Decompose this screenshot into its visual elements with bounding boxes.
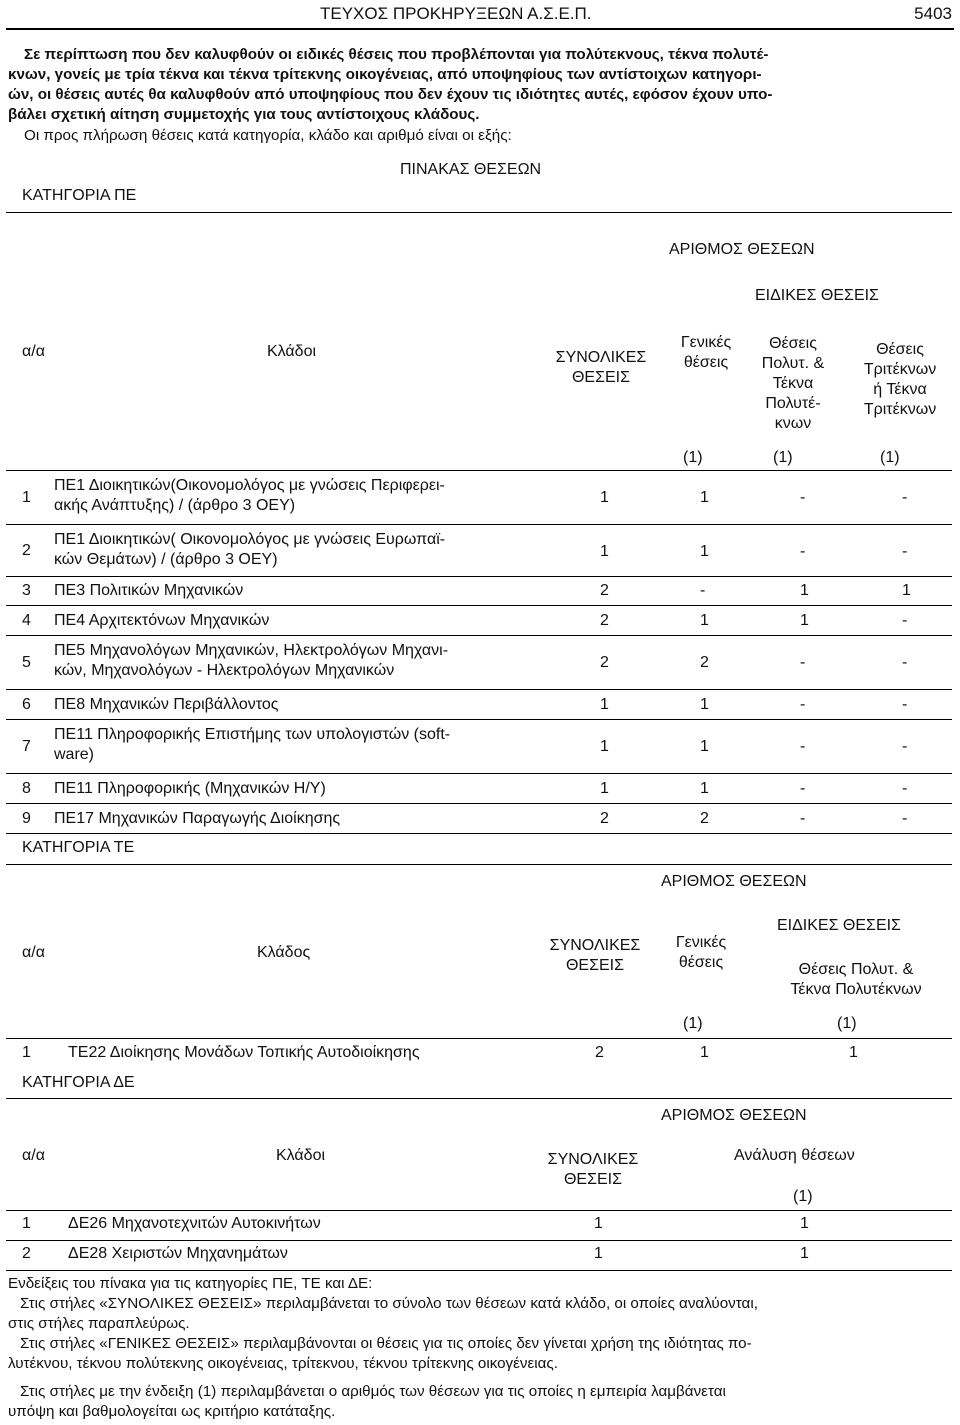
row-poly: - bbox=[800, 543, 806, 560]
pe-count-header: ΑΡΙΘΜΟΣ ΘΕΣΕΩΝ bbox=[669, 241, 815, 258]
row-aa: 5 bbox=[22, 654, 31, 671]
row-value: 1 bbox=[800, 1215, 809, 1232]
row-rule bbox=[6, 773, 952, 774]
te-branch-header: Κλάδος bbox=[257, 944, 311, 961]
row-rule bbox=[6, 803, 952, 804]
row-tri: - bbox=[902, 612, 908, 629]
row-branch-line-1: ΠΕ11 Πληροφορικής Επιστήμης των υπολογιστών (soft- bbox=[54, 726, 451, 743]
pe-aa-header: α/α bbox=[22, 343, 45, 360]
intro-note: Οι προς πλήρωση θέσεις κατά κατηγορία, κλάδο και αριθμό είναι οι εξής: bbox=[24, 127, 512, 144]
table-title: ΠΙΝΑΚΑΣ ΘΕΣΕΩΝ bbox=[400, 161, 542, 178]
row-aa: 9 bbox=[22, 810, 31, 827]
row-branch-line-2: ware) bbox=[54, 746, 95, 763]
row-aa: 2 bbox=[22, 542, 31, 559]
row-total: 1 bbox=[594, 1215, 603, 1232]
row-aa: 6 bbox=[22, 696, 31, 713]
row-total: 2 bbox=[600, 654, 609, 671]
te-row-general: 1 bbox=[700, 1044, 709, 1061]
te-category: ΚΑΤΗΓΟΡΙΑ ΤΕ bbox=[22, 839, 135, 856]
row-tri: - bbox=[902, 696, 908, 713]
row-branch: ΠΕ11 Πληροφορικής (Μηχανικών Η/Υ) bbox=[54, 780, 326, 797]
footnote-1-line-2: στις στήλες παραπλεύρως. bbox=[8, 1315, 190, 1332]
row-branch: ΠΕ3 Πολιτικών Μηχανικών bbox=[54, 582, 244, 599]
row-branch: ΠΕ17 Μηχανικών Παραγωγής Διοίκησης bbox=[54, 810, 341, 827]
te-row-poly: 1 bbox=[849, 1044, 858, 1061]
row-rule bbox=[6, 1270, 952, 1271]
row-general: 2 bbox=[700, 810, 709, 827]
te-mark-poly: (1) bbox=[837, 1015, 857, 1032]
row-branch-line-2: κών Θεμάτων) / (άρθρο 3 ΟΕΥ) bbox=[54, 551, 278, 568]
row-total: 1 bbox=[594, 1245, 603, 1262]
row-branch: ΔΕ28 Χειριστών Μηχανημάτων bbox=[68, 1245, 288, 1262]
te-poly-header: Θέσεις Πολυτ. & Τέκνα Πολυτέκνων bbox=[790, 961, 922, 998]
te-aa-header: α/α bbox=[22, 944, 45, 961]
te-total-header: ΣΥΝΟΛΙΚΕΣ ΘΕΣΕΙΣ bbox=[549, 937, 641, 974]
row-general: - bbox=[700, 582, 706, 599]
row-branch-line-1: ΠΕ1 Διοικητικών( Οικονομολόγος με γνώσεις Ευρωπαϊ- bbox=[54, 531, 446, 548]
intro-line-1: Σε περίπτωση που δεν καλυφθούν οι ειδικές θέσεις που προβλέπονται για πολύτεκνους, τέκνα πολυτέ- bbox=[24, 46, 769, 63]
de-count-header: ΑΡΙΘΜΟΣ ΘΕΣΕΩΝ bbox=[661, 1107, 807, 1124]
page-number: 5403 bbox=[914, 4, 952, 23]
pe-mark-poly: (1) bbox=[773, 449, 793, 466]
header-rule bbox=[6, 28, 954, 30]
footnote-2-line-2: λυτέκνου, τέκνου πολύτεκνης οικογένειας, τρίτεκνου, τέκνου τρίτεκνης οικογένειας. bbox=[8, 1355, 558, 1372]
row-poly: - bbox=[800, 696, 806, 713]
row-rule bbox=[6, 524, 952, 525]
row-value: 1 bbox=[800, 1245, 809, 1262]
row-branch-line-2: κών, Μηχανολόγων - Ηλεκτρολόγων Μηχανικών bbox=[54, 662, 395, 679]
row-aa: 8 bbox=[22, 780, 31, 797]
row-general: 1 bbox=[700, 612, 709, 629]
row-aa: 2 bbox=[22, 1245, 31, 1262]
row-total: 2 bbox=[600, 612, 609, 629]
pe-mark-tri: (1) bbox=[880, 449, 900, 466]
de-category: ΚΑΤΗΓΟΡΙΑ ΔΕ bbox=[22, 1074, 135, 1091]
row-poly: - bbox=[800, 780, 806, 797]
row-rule bbox=[6, 1240, 952, 1241]
pe-category: ΚΑΤΗΓΟΡΙΑ ΠΕ bbox=[22, 187, 137, 204]
pe-special-header: ΕΙΔΙΚΕΣ ΘΕΣΕΙΣ bbox=[755, 287, 879, 304]
row-tri: - bbox=[902, 780, 908, 797]
intro-line-3: ών, οι θέσεις αυτές θα καλυφθούν από υποψηφίους που δεν έχουν τις ιδιότητες αυτές, εφόσον έχουν υπο- bbox=[8, 86, 773, 103]
row-poly: - bbox=[800, 489, 806, 506]
intro-line-4: βάλει σχετική αίτηση συμμετοχής για τους αντίστοιχους κλάδους. bbox=[8, 106, 480, 123]
de-aa-header: α/α bbox=[22, 1147, 45, 1164]
pe-branch-header: Κλάδοι bbox=[267, 343, 317, 360]
row-total: 2 bbox=[600, 582, 609, 599]
pe-header-rule bbox=[6, 470, 952, 471]
footnote-3-line-2: υπόψη και βαθμολογείται ως κριτήριο κατάταξης. bbox=[8, 1403, 336, 1420]
row-general: 1 bbox=[700, 738, 709, 755]
de-mark: (1) bbox=[793, 1188, 813, 1205]
de-total-header: ΣΥΝΟΛΙΚΕΣ ΘΕΣΕΙΣ bbox=[547, 1151, 639, 1188]
row-tri: - bbox=[902, 543, 908, 560]
row-branch: ΠΕ4 Αρχιτεκτόνων Μηχανικών bbox=[54, 612, 270, 629]
row-poly: 1 bbox=[800, 582, 809, 599]
te-mark-general: (1) bbox=[683, 1015, 703, 1032]
row-poly: - bbox=[800, 810, 806, 827]
journal-title: ΤΕΥΧΟΣ ΠΡΟΚΗΡΥΞΕΩΝ Α.Σ.Ε.Π. bbox=[320, 4, 592, 23]
row-poly: 1 bbox=[800, 612, 809, 629]
te-count-header: ΑΡΙΘΜΟΣ ΘΕΣΕΩΝ bbox=[661, 873, 807, 890]
te-header-rule bbox=[6, 1038, 952, 1039]
row-branch-line-1: ΠΕ1 Διοικητικών(Οικονομολόγος με γνώσεις Περιφερει- bbox=[54, 477, 445, 494]
te-row-branch: ΤΕ22 Διοίκησης Μονάδων Τοπικής Αυτοδιοίκησης bbox=[68, 1044, 420, 1061]
row-rule bbox=[6, 635, 952, 636]
row-general: 2 bbox=[700, 654, 709, 671]
row-rule bbox=[6, 719, 952, 720]
footnote-2-line-1: Στις στήλες «ΓΕΝΙΚΕΣ ΘΕΣΕΙΣ» περιλαμβάνονται οι θέσεις για τις οποίες δεν γίνεται χρήση της ιδιότητας πο- bbox=[20, 1335, 752, 1352]
te-row-total: 2 bbox=[595, 1044, 604, 1061]
row-total: 1 bbox=[600, 696, 609, 713]
pe-tri-header: Θέσεις Τριτέκνων ή Τέκνα Τριτέκνων bbox=[863, 341, 937, 418]
row-poly: - bbox=[800, 654, 806, 671]
row-branch-line-1: ΠΕ5 Μηχανολόγων Μηχανικών, Ηλεκτρολόγων Μηχανι- bbox=[54, 642, 449, 659]
te-special-header: ΕΙΔΙΚΕΣ ΘΕΣΕΙΣ bbox=[777, 917, 901, 934]
de-analysis-header: Ανάλυση θέσεων bbox=[734, 1147, 855, 1164]
row-aa: 7 bbox=[22, 738, 31, 755]
row-rule bbox=[6, 689, 952, 690]
footnote-3-line-1: Στις στήλες με την ένδειξη (1) περιλαμβάνεται ο αριθμός των θέσεων για τις οποίες η εμπειρία λαμβάνεται bbox=[20, 1383, 726, 1400]
pe-general-header: Γενικές θέσεις bbox=[680, 334, 732, 371]
te-general-header: Γενικές θέσεις bbox=[675, 934, 727, 971]
pe-poly-header: Θέσεις Πολυτ. & Τέκνα Πολυτέ- κνων bbox=[761, 335, 825, 432]
row-total: 1 bbox=[600, 489, 609, 506]
row-tri: - bbox=[902, 738, 908, 755]
pe-top-rule bbox=[6, 212, 952, 213]
te-row-aa: 1 bbox=[22, 1044, 31, 1061]
row-rule bbox=[6, 605, 952, 606]
row-branch: ΔΕ26 Μηχανοτεχνιτών Αυτοκινήτων bbox=[68, 1215, 321, 1232]
row-branch: ΠΕ8 Μηχανικών Περιβάλλοντος bbox=[54, 696, 279, 713]
row-rule bbox=[6, 576, 952, 577]
row-rule bbox=[6, 833, 952, 834]
row-aa: 1 bbox=[22, 1215, 31, 1232]
footnote-1-line-1: Στις στήλες «ΣΥΝΟΛΙΚΕΣ ΘΕΣΕΙΣ» περιλαμβάνεται το σύνολο των θέσεων κατά κλάδο, οι οποίες αναλύονται, bbox=[20, 1295, 758, 1312]
row-branch-line-2: ακής Ανάπτυξης) / (άρθρο 3 ΟΕΥ) bbox=[54, 497, 296, 514]
row-total: 1 bbox=[600, 780, 609, 797]
row-tri: - bbox=[902, 489, 908, 506]
row-aa: 1 bbox=[22, 489, 31, 506]
row-tri: - bbox=[902, 654, 908, 671]
row-general: 1 bbox=[700, 696, 709, 713]
intro-line-2: κνων, γονείς με τρία τέκνα και τέκνα τρίτεκνης οικογένειας, από υποψηφίους των αντίστοιχων κατηγορι- bbox=[8, 66, 762, 83]
footnote-heading: Ενδείξεις του πίνακα για τις κατηγορίες ΠΕ, ΤΕ και ΔΕ: bbox=[8, 1275, 373, 1292]
row-tri: - bbox=[902, 810, 908, 827]
row-tri: 1 bbox=[902, 582, 911, 599]
row-total: 2 bbox=[600, 810, 609, 827]
row-aa: 3 bbox=[22, 582, 31, 599]
row-aa: 4 bbox=[22, 612, 31, 629]
pe-total-header: ΣΥΝΟΛΙΚΕΣ ΘΕΣΕΙΣ bbox=[555, 349, 647, 386]
de-branch-header: Κλάδοι bbox=[276, 1147, 326, 1164]
row-total: 1 bbox=[600, 543, 609, 560]
row-general: 1 bbox=[700, 780, 709, 797]
row-total: 1 bbox=[600, 738, 609, 755]
de-header-rule bbox=[6, 1210, 952, 1211]
de-top-rule bbox=[6, 1098, 952, 1099]
row-general: 1 bbox=[700, 543, 709, 560]
row-general: 1 bbox=[700, 489, 709, 506]
pe-mark-general: (1) bbox=[683, 449, 703, 466]
te-top-rule bbox=[6, 864, 952, 865]
row-poly: - bbox=[800, 738, 806, 755]
